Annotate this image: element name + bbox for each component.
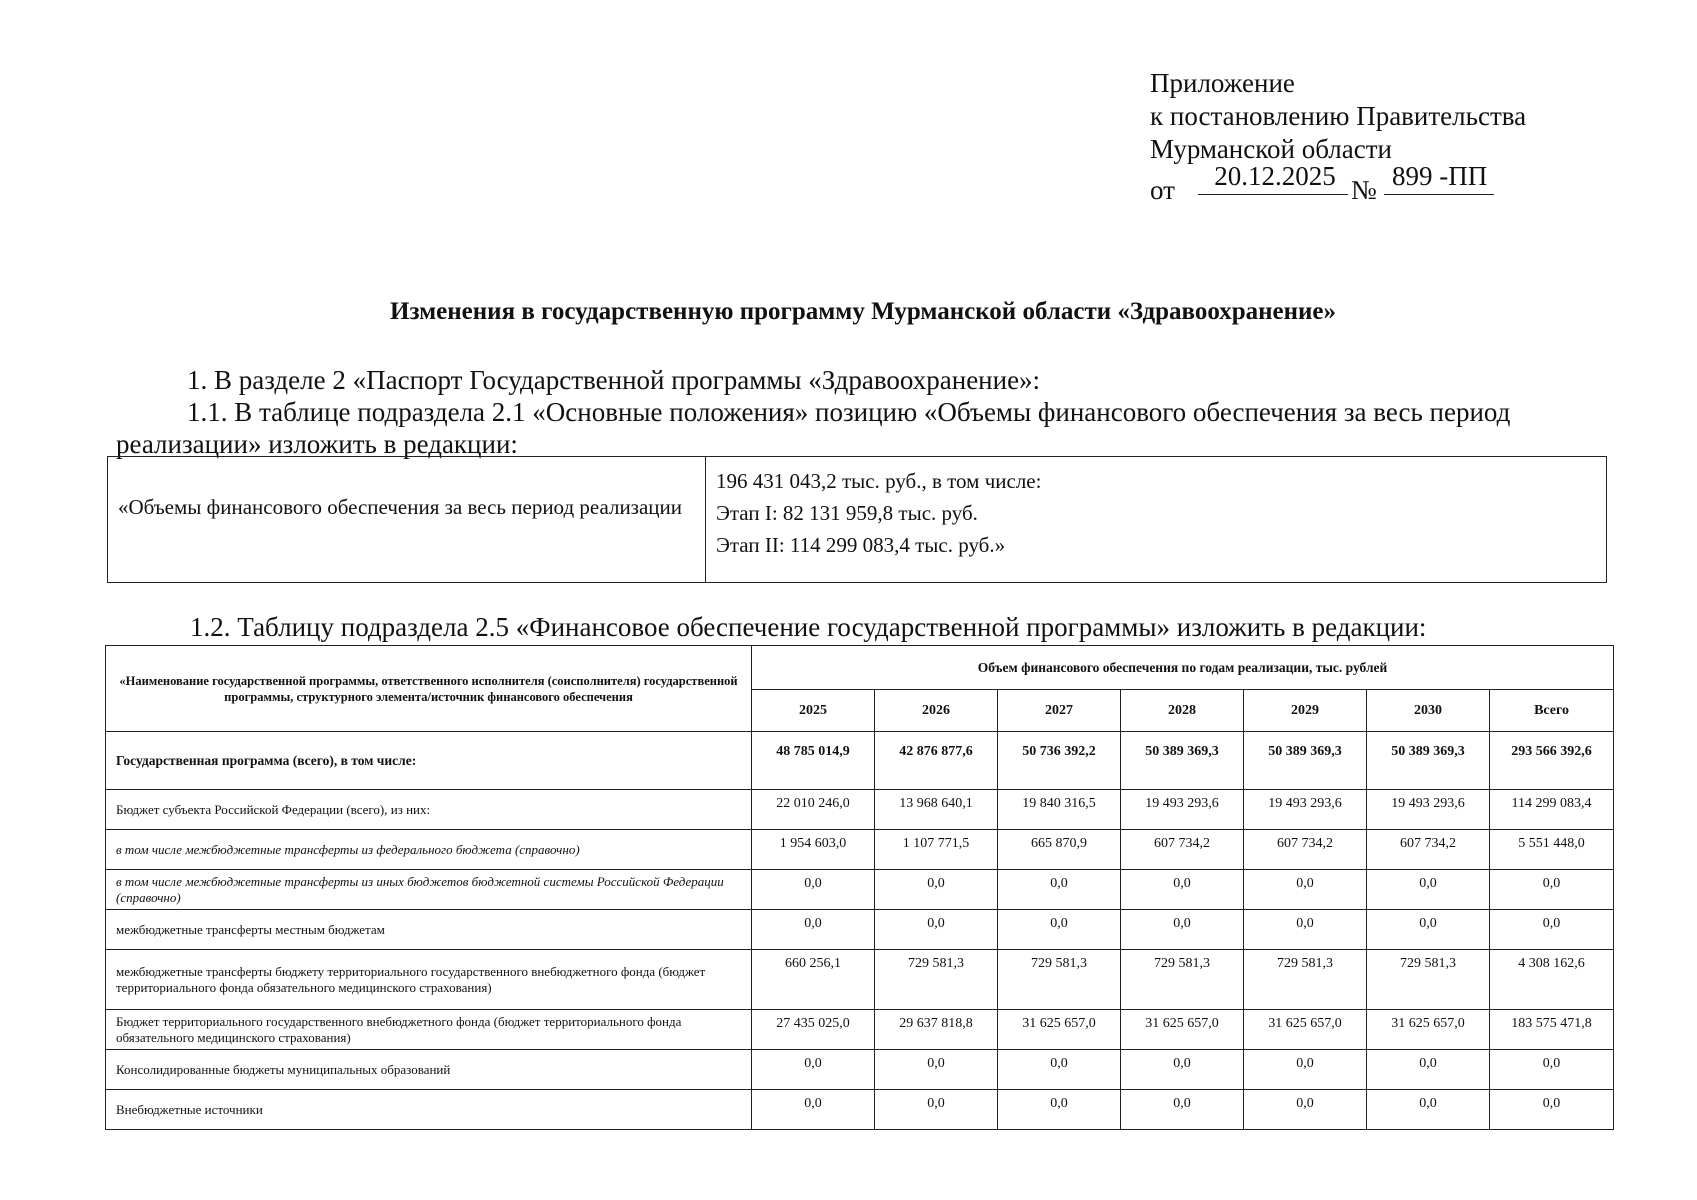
row-value: 0,0 xyxy=(1244,870,1367,910)
row-value: 0,0 xyxy=(998,1050,1121,1090)
number-prefix: № xyxy=(1351,175,1377,205)
row-value: 0,0 xyxy=(875,1090,998,1130)
row-value: 19 493 293,6 xyxy=(1367,790,1490,830)
year-header: 2028 xyxy=(1121,690,1244,732)
row-value: 31 625 657,0 xyxy=(1121,1010,1244,1050)
row-value: 0,0 xyxy=(752,1050,875,1090)
row-label: Консолидированные бюджеты муниципальных образований xyxy=(106,1050,752,1090)
row-value: 0,0 xyxy=(752,1090,875,1130)
table-row xyxy=(106,870,1614,910)
row-value: 0,0 xyxy=(752,870,875,910)
row-value: 0,0 xyxy=(998,870,1121,910)
row-value: 50 389 369,3 xyxy=(1367,732,1490,790)
row-value: 0,0 xyxy=(1367,1090,1490,1130)
table-row xyxy=(106,830,1614,870)
row-value: 48 785 014,9 xyxy=(752,732,875,790)
passport-stage-2: Этап II: 114 299 083,4 тыс. руб.» xyxy=(716,533,1006,557)
row-value: 29 637 818,8 xyxy=(875,1010,998,1050)
row-value: 729 581,3 xyxy=(1121,950,1244,1010)
row-value: 607 734,2 xyxy=(1244,830,1367,870)
paragraph-1-2: 1.2. Таблицу подраздела 2.5 «Финансовое обеспечение государственной программы» изложить в редакции: xyxy=(190,612,1427,642)
row-value: 50 736 392,2 xyxy=(998,732,1121,790)
row-label: Государственная программа (всего), в том числе: xyxy=(106,732,752,790)
row-value: 114 299 083,4 xyxy=(1490,790,1614,830)
appendix-block xyxy=(1150,67,1527,205)
date-prefix: от xyxy=(1150,175,1175,205)
date-field xyxy=(1198,160,1348,195)
row-label: в том числе межбюджетные трансферты из федерального бюджета (справочно) xyxy=(106,830,752,870)
row-value: 0,0 xyxy=(1244,1090,1367,1130)
appendix-line-1: Приложение xyxy=(1150,68,1295,98)
row-value: 0,0 xyxy=(875,870,998,910)
row-value: 13 968 640,1 xyxy=(875,790,998,830)
paragraph-1-1: 1.1. В таблице подраздела 2.1 «Основные положения» позицию «Объемы финансового обеспечения за весь период xyxy=(187,397,1511,427)
table-row xyxy=(106,790,1614,830)
row-value: 19 493 293,6 xyxy=(1244,790,1367,830)
row-value: 5 551 448,0 xyxy=(1490,830,1614,870)
row-value: 0,0 xyxy=(1121,1050,1244,1090)
year-header: 2025 xyxy=(752,690,875,732)
passport-table xyxy=(107,456,1607,583)
year-header: 2030 xyxy=(1367,690,1490,732)
table-row xyxy=(106,1010,1614,1050)
financing-table xyxy=(105,645,1614,1130)
row-value: 183 575 471,8 xyxy=(1490,1010,1614,1050)
row-value: 1 107 771,5 xyxy=(875,830,998,870)
row-value: 1 954 603,0 xyxy=(752,830,875,870)
year-header: 2026 xyxy=(875,690,998,732)
appendix-line-3: Мурманской области xyxy=(1150,134,1392,164)
row-value: 0,0 xyxy=(1121,1090,1244,1130)
passport-label: «Объемы финансового обеспечения за весь период реализации xyxy=(118,495,683,519)
row-label: межбюджетные трансферты бюджету территориального государственного внебюджетного фонда (бюджет территориального фонда обязательного медицинского страхования) xyxy=(106,950,752,1010)
appendix-line-2: к постановлению Правительства xyxy=(1150,101,1527,131)
row-value: 0,0 xyxy=(1367,910,1490,950)
row-value: 0,0 xyxy=(998,910,1121,950)
year-header: 2029 xyxy=(1244,690,1367,732)
row-label: Бюджет субъекта Российской Федерации (всего), из них: xyxy=(106,790,752,830)
row-value: 0,0 xyxy=(1121,870,1244,910)
row-value: 22 010 246,0 xyxy=(752,790,875,830)
paragraph-1: 1. В разделе 2 «Паспорт Государственной программы «Здравоохранение»: xyxy=(187,365,1041,395)
row-value: 0,0 xyxy=(1490,1050,1614,1090)
row-value: 660 256,1 xyxy=(752,950,875,1010)
row-value: 19 840 316,5 xyxy=(998,790,1121,830)
row-value: 293 566 392,6 xyxy=(1490,732,1614,790)
row-value: 0,0 xyxy=(1244,1050,1367,1090)
row-value: 50 389 369,3 xyxy=(1244,732,1367,790)
year-header: 2027 xyxy=(998,690,1121,732)
row-value: 0,0 xyxy=(875,1050,998,1090)
row-value: 31 625 657,0 xyxy=(1244,1010,1367,1050)
row-value: 42 876 877,6 xyxy=(875,732,998,790)
year-header: Всего xyxy=(1490,690,1614,732)
row-value: 31 625 657,0 xyxy=(1367,1010,1490,1050)
row-value: 31 625 657,0 xyxy=(998,1010,1121,1050)
table-row xyxy=(106,950,1614,1010)
row-value: 4 308 162,6 xyxy=(1490,950,1614,1010)
header-volume-cell: Объем финансового обеспечения по годам реализации, тыс. рублей xyxy=(752,646,1614,690)
row-value: 665 870,9 xyxy=(998,830,1121,870)
number-value: 899 -ПП xyxy=(1392,161,1488,191)
row-value: 0,0 xyxy=(1490,870,1614,910)
row-value: 50 389 369,3 xyxy=(1121,732,1244,790)
row-label: межбюджетные трансферты местным бюджетам xyxy=(106,910,752,950)
table-row xyxy=(106,910,1614,950)
header-name-cell: «Наименование государственной программы, ответственного исполнителя (соисполнителя) государственной программы, структурного элемента/источник финансового обеспечения xyxy=(106,646,752,732)
table-row xyxy=(106,1050,1614,1090)
passport-total: 196 431 043,2 тыс. руб., в том числе: xyxy=(716,469,1042,493)
row-value: 0,0 xyxy=(1244,910,1367,950)
row-value: 729 581,3 xyxy=(875,950,998,1010)
row-value: 0,0 xyxy=(875,910,998,950)
row-value: 0,0 xyxy=(1367,870,1490,910)
row-value: 19 493 293,6 xyxy=(1121,790,1244,830)
row-value: 0,0 xyxy=(1121,910,1244,950)
table-row xyxy=(106,732,1614,790)
row-value: 0,0 xyxy=(1490,1090,1614,1130)
row-value: 607 734,2 xyxy=(1121,830,1244,870)
paragraph-1-1-continued: реализации» изложить в редакции: xyxy=(116,429,518,459)
passport-stage-1: Этап I: 82 131 959,8 тыс. руб. xyxy=(716,501,978,525)
row-value: 0,0 xyxy=(998,1090,1121,1130)
row-value: 729 581,3 xyxy=(1244,950,1367,1010)
number-field xyxy=(1384,160,1494,195)
row-value: 729 581,3 xyxy=(1367,950,1490,1010)
row-value: 607 734,2 xyxy=(1367,830,1490,870)
document-title: Изменения в государственную программу Мурманской области «Здравоохранение» xyxy=(390,298,1337,325)
row-label: Бюджет территориального государственного внебюджетного фонда (бюджет территориального фонда обязательного медицинского страхования) xyxy=(106,1010,752,1050)
passport-label-cell xyxy=(108,457,706,582)
row-value: 27 435 025,0 xyxy=(752,1010,875,1050)
row-label: в том числе межбюджетные трансферты из иных бюджетов бюджетной системы Российской Федерации (справочно) xyxy=(106,870,752,910)
row-value: 0,0 xyxy=(1490,910,1614,950)
row-label: Внебюджетные источники xyxy=(106,1090,752,1130)
row-value: 0,0 xyxy=(752,910,875,950)
date-value: 20.12.2025 xyxy=(1214,161,1336,191)
row-value: 729 581,3 xyxy=(998,950,1121,1010)
table-row xyxy=(106,1090,1614,1130)
appendix-date-line xyxy=(1150,161,1526,205)
row-value: 0,0 xyxy=(1367,1050,1490,1090)
passport-value-cell xyxy=(716,465,1041,561)
